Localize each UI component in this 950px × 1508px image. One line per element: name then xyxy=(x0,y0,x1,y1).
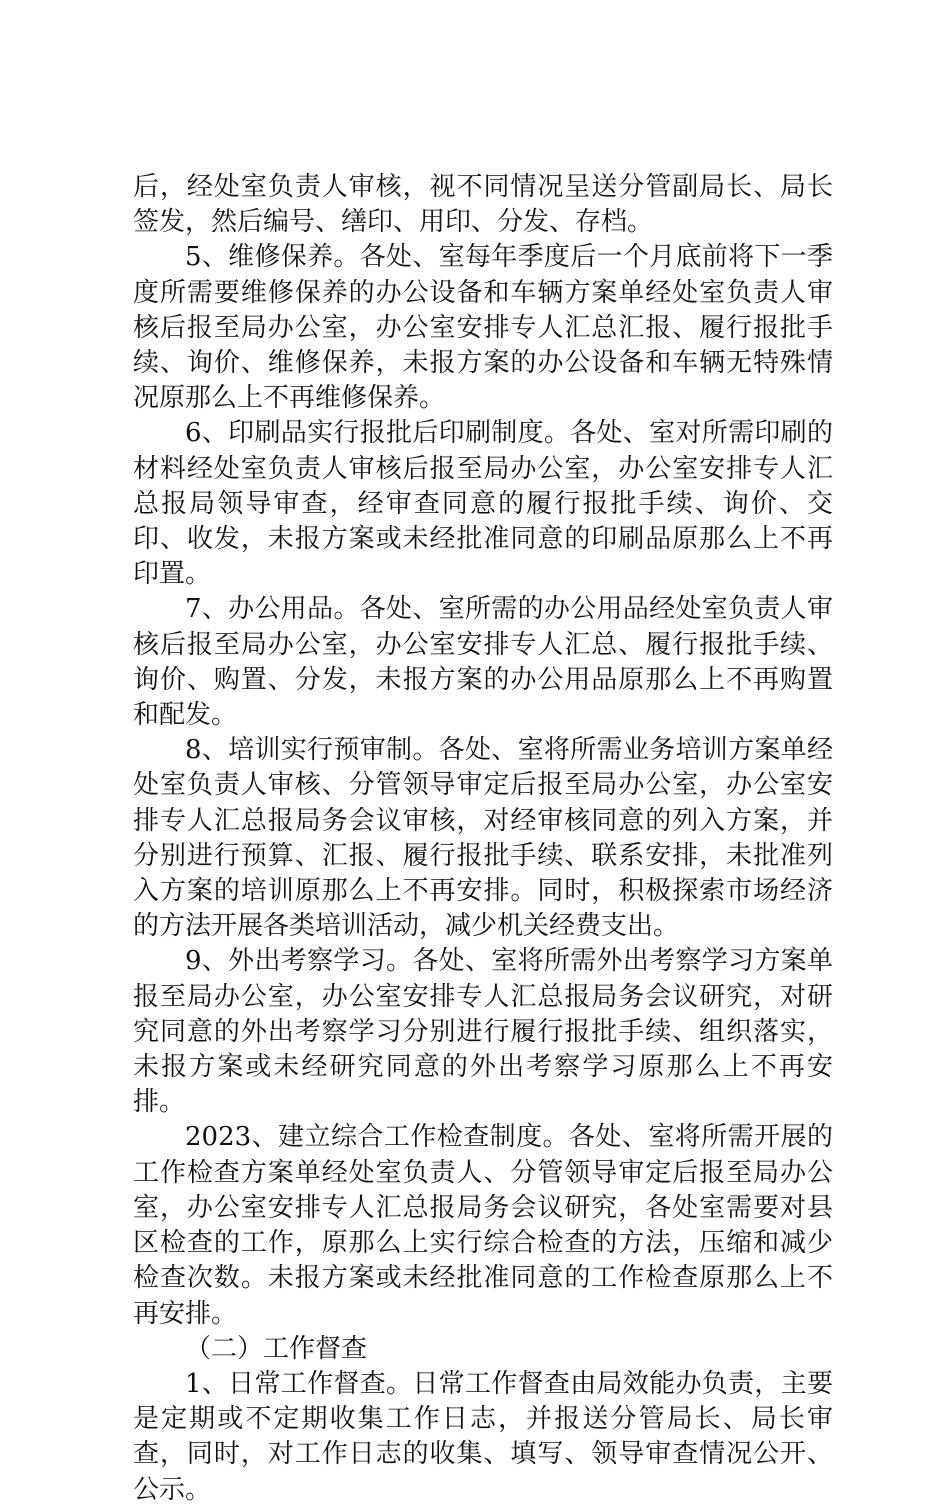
paragraph-item-9-study-trips: 9、外出考察学习。各处、室将所需外出考察学习方案单报至局办公室，办公室安排专人汇总报局务会议研究，对研究同意的外出考察学习分别进行履行报批手续、组织落实，未报方案或未经研究同意的外出考察学习原那么上不再安排。 xyxy=(133,946,833,1118)
paragraph-continuation: 后，经处室负责人审核，视不同情况呈送分管副局长、局长签发，然后编号、缮印、用印、分发、存档。 xyxy=(133,172,833,238)
paragraph-item-1-daily-supervision: 1、日常工作督查。日常工作督查由局效能办负责，主要是定期或不定期收集工作日志，并报送分管局长、局长审查，同时，对工作日志的收集、填写、领导审查情况公开、公示。 xyxy=(133,1368,833,1505)
paragraph-item-5-maintenance: 5、维修保养。各处、室每年季度后一个月底前将下一季度所需要维修保养的办公设备和车辆方案单经处室负责人审核后报至局办公室，办公室安排专人汇总汇报、履行报批手续、询价、维修保养，未报方案的办公设备和车辆无特殊情况原那么上不再维修保养。 xyxy=(133,242,833,414)
paragraph-item-8-training: 8、培训实行预审制。各处、室将所需业务培训方案单经处室负责人审核、分管领导审定后报至局办公室，办公室安排专人汇总报局务会议审核，对经审核同意的列入方案，并分别进行预算、汇报、履行报批手续、联系安排，未批准列入方案的培训原那么上不再安排。同时，积极探索市场经济的方法开展各类培训活动，减少机关经费支出。 xyxy=(133,735,833,942)
paragraph-item-6-printing: 6、印刷品实行报批后印刷制度。各处、室对所需印刷的材料经处室负责人审核后报至局办公室，办公室安排专人汇总报局领导审查，经审查同意的履行报批手续、询价、交印、收发，未报方案或未经批准同意的印刷品原那么上不再印置。 xyxy=(133,418,833,590)
document-body xyxy=(133,170,833,1508)
paragraph-item-7-office-supplies: 7、办公用品。各处、室所需的办公用品经处室负责人审核后报至局办公室，办公室安排专人汇总、履行报批手续、询价、购置、分发，未报方案的办公用品原那么上不再购置和配发。 xyxy=(133,594,833,731)
paragraph-item-10-inspection: 2023、建立综合工作检查制度。各处、室将所需开展的工作检查方案单经处室负责人、分管领导审定后报至局办公室，办公室安排专人汇总报局务会议研究，各处室需要对县区检查的工作，原那么上实行综合检查的方法，压缩和减少检查次数。未报方案或未经批准同意的工作检查原那么上不再安排。 xyxy=(133,1122,833,1329)
section-heading-work-supervision: （二）工作督查 xyxy=(185,1333,368,1364)
